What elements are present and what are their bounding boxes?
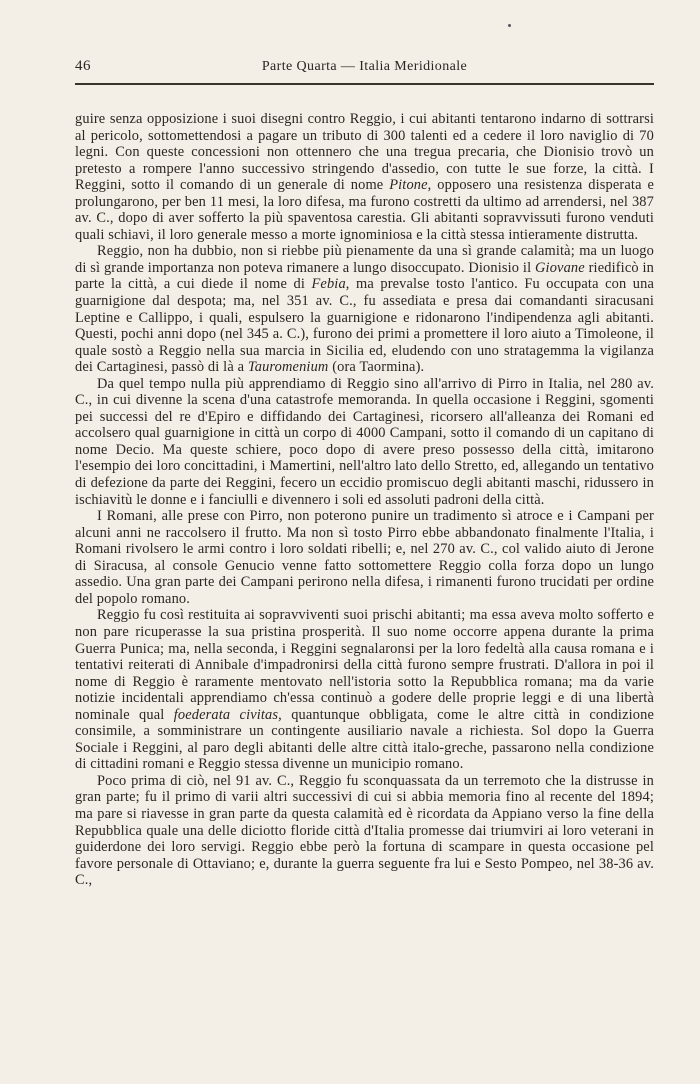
page-number: 46: [75, 58, 91, 74]
running-head: Parte Quarta — Italia Meridionale: [261, 59, 468, 74]
paragraph: [75, 111, 654, 243]
text-run: , ma prevalse tosto l'antico. Fu occupata con una guarnigione dal despota; ma, nel 351 av. C., fu assediata e presa dai comandanti siracusani Leptine e Callippo, i quali, espulsero la guarnigione e ridonarono l'indipendenza agli abitanti. Questi, pochi anni dopo (nel 345 a. C.), furono dei primi a promettere il loro aiuto a Timoleone, il quale sostò a Reggio nella sua marcia in Sicilia ed, eludendo con uno stratagemma la vigilanza dei Cartaginesi, passò di là a: [75, 276, 654, 376]
text-run: Reggio fu così restituita ai sopravviventi suoi prischi abitanti; ma essa aveva molto sofferto e non pare ricuperasse la sua pristina prosperità. Il suo nome occorre appena durante la prima Guerra Punica; ma, nella seconda, i Reggini segnalaronsi per la loro fedeltà alla causa romana e i tentativi reiterati di Annibale d'impadronirsi della città furono sempre frustrati. D'allora in poi il nome di Reggio è raramente mentovato nell'istoria sotto la Repubblica romana; ma da varie notizie incidentali apprendiamo ch'essa continuò a godere delle proprie leggi e di una libertà nominale qual: [75, 607, 654, 723]
paragraph: [75, 607, 654, 772]
italic-term: Febia: [311, 276, 346, 293]
text-run: guire senza opposizione i suoi disegni contro Reggio, i cui abitanti tentarono indarno di sottrarsi al pericolo, sottomettendosi a pagare un tributo di 300 talenti ed a cedere il loro naviglio di 70 legni. Con queste concessioni non ottennero che una tregua precaria, che Dionisio trovò un pretesto a rompere l'anno successivo stringendo d'assedio, con tutte le sue forze, la città. I Reggini, sotto il comando di un generale di nome: [75, 111, 654, 194]
text-run: riedificò in parte la città, a cui diede il nome di: [75, 259, 654, 293]
text-run: Poco prima di ciò, nel 91 av. C., Reggio fu sconquassata da un terremoto che la distrusse in gran parte; fu il primo di varii altri successivi di cui si abbia memoria fino al recente del 1894; ma pare si riavesse in gran parte da questa calamità ed è ricordata da Appiano verso la fine della Repubblica quale una delle diciotto floride città d'Italia promesse dai triumviri ai loro veterani in guiderdone dei loro servigi. Reggio ebbe però la fortuna di scampare in questa occasione pel favore personale di Ottaviano; e, durante la guerra seguente fra lui e Sesto Pompeo, nel 38-36 av. C.,: [75, 772, 654, 889]
paragraph: [75, 508, 654, 607]
text-run: (ora Taormina).: [328, 359, 425, 376]
text-run: Reggio, non ha dubbio, non si riebbe più pienamente da una sì grande calamità; ma un luogo di sì grande importanza non poteva rimanere a lungo disoccupato. Dionisio il: [75, 243, 654, 276]
page-header: [75, 58, 654, 83]
paragraph: [75, 243, 654, 375]
text-run: I Romani, alle prese con Pirro, non poterono punire un tradimento sì atroce e i Campani per alcuni anni ne raccolsero il frutto. Ma non sì tosto Pirro ebbe abbandonato finalmente l'Italia, i Romani rivolsero le armi contro i loro soldati ribelli; e, nel 270 av. C., col valido aiuto di Jerone di Siracusa, al console Genucio venne fatto sottomettere Reggio colla forza dopo un lungo assedio. Una gran parte dei Campani perirono nella difesa, i rimanenti furono trucidati per ordine del popolo romano.: [75, 508, 654, 607]
text-run: , opposero una resistenza disperata e prolungarono, per ben 11 mesi, la loro difesa, ma furono costretti da ultimo ad arrendersi, nel 387 av. C., dopo di aver sofferto la più spaventosa carestia. Gli abitanti sopravvissuti furono venduti quali schiavi, il loro generale messo a morte ignominiosa e la città stessa intieramente distrutta.: [75, 177, 655, 243]
text-run: Da quel tempo nulla più apprendiamo di Reggio sino all'arrivo di Pirro in Italia, nel 280 av. C., in cui divenne la scena d'una catastrofe memoranda. In quella occasione i Reggini, sgomenti pei successi del re d'Epiro e diffidando dei Cartaginesi, ricorsero all'alleanza dei Romani ed accolsero qual guarnigione in città un corpo di 4000 Campani, sotto il comando di un capitano di nome Decio. Ma queste schiere, poco dopo di avere preso possesso della città, imitarono l'esempio dei loro concittadini, i Mamertini, nell'altro lato dello Stretto, ed, allegando un tentativo di defezione da parte dei Reggini, fecero un eccidio promiscuo degli abitanti maschi, ridussero in ischiavitù le donne e i fanciulli e divennero i soli ed assoluti padroni della città.: [75, 375, 654, 508]
header-rule: [75, 83, 654, 85]
body-text: [75, 111, 654, 889]
italic-term: Tauromenium: [247, 359, 329, 376]
paragraph: [75, 773, 654, 889]
italic-term: foederata civitas: [173, 706, 279, 723]
ink-speck: [508, 24, 511, 27]
paragraph: [75, 376, 654, 508]
text-run: , quantunque obbligata, come le altre città in condizione consimile, a somministrare un contingente ausiliario navale a richiesta. Sol dopo la Guerra Sociale i Reggini, al paro degli abitanti delle altre città italo-greche, passarono nella condizione di cittadini romani e Reggio stessa divenne un municipio romano.: [75, 706, 654, 773]
italic-term: Giovane: [535, 259, 585, 276]
italic-term: Pitone: [389, 177, 428, 194]
